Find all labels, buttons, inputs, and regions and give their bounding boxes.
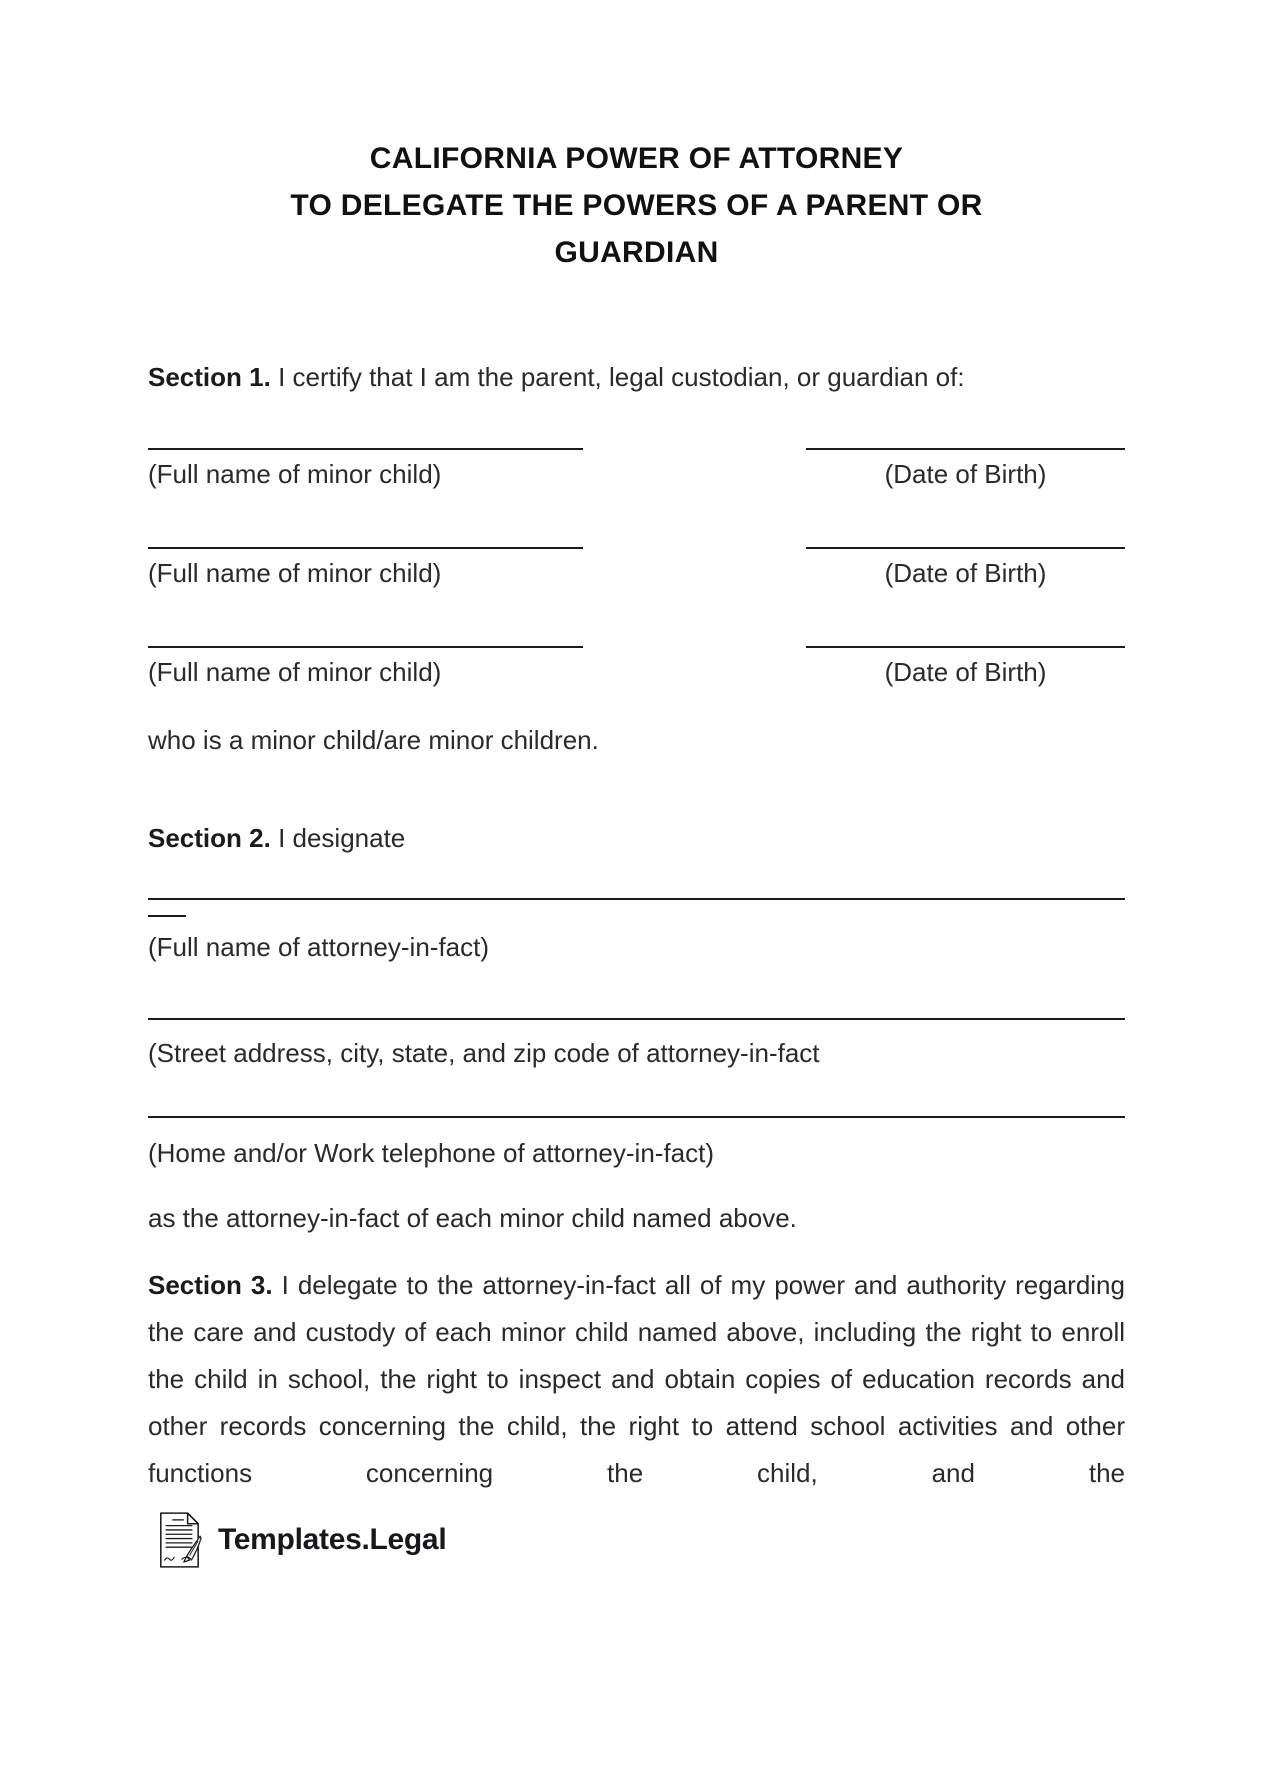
section1-intro: [148, 358, 1125, 396]
attorney-address-label: (Street address, city, state, and zip code of attorney-in-fact: [148, 1038, 820, 1068]
document-title: [148, 135, 1125, 276]
section1-intro-text: I certify that I am the parent, legal custodian, or guardian of:: [278, 362, 965, 392]
title-line-2: TO DELEGATE THE POWERS OF A PARENT OR: [290, 189, 983, 222]
child-2-name-label: (Full name of minor child): [148, 558, 442, 588]
attorney-phone-label: (Home and/or Work telephone of attorney-in-fact): [148, 1138, 715, 1168]
child-2-blank-row: [148, 547, 1125, 549]
child-1-blank-row: [148, 448, 1125, 450]
brand-name: Templates.Legal: [218, 1523, 447, 1556]
attorney-phone-blank-line: [148, 1116, 1125, 1118]
templates-legal-logo: [148, 1511, 1125, 1569]
section2-label: Section 2.: [148, 823, 271, 853]
child-2-dob-blank-line: [806, 547, 1125, 549]
section1-closing: who is a minor child/are minor children.: [148, 725, 599, 755]
child-1-name-label: (Full name of minor child): [148, 459, 442, 489]
document-pen-icon: [156, 1511, 202, 1569]
child-3-dob-blank-line: [806, 646, 1125, 648]
attorney-address-blank-line: [148, 1018, 1125, 1020]
title-line-3: GUARDIAN: [554, 236, 719, 269]
section2-closing: as the attorney-in-fact of each minor child named above.: [148, 1203, 797, 1233]
child-3-labels-row: [148, 656, 1125, 688]
child-3-blank-row: [148, 646, 1125, 648]
section2-intro: [148, 819, 1125, 857]
document-page: [0, 135, 1275, 1785]
title-line-1: CALIFORNIA POWER OF ATTORNEY: [369, 142, 904, 175]
attorney-name-blank-line-wrap: [148, 915, 186, 917]
section3-body-text: I delegate to the attorney-in-fact all of my power and authority regarding the care and custody of each minor child named above, including the right to enroll the child in school, the right to inspect and obtain copies of education records and other records concerning the child, the right to attend school activities and other functions concerning the child, and the: [148, 1270, 1125, 1488]
attorney-name-label: (Full name of attorney-in-fact): [148, 932, 490, 962]
child-3-name-blank-line: [148, 646, 583, 648]
child-1-labels-row: [148, 458, 1125, 490]
section3-paragraph: [148, 1262, 1125, 1497]
child-2-labels-row: [148, 557, 1125, 589]
child-1-name-blank-line: [148, 448, 583, 450]
child-2-dob-label: (Date of Birth): [884, 558, 1047, 588]
child-2-name-blank-line: [148, 547, 583, 549]
child-1-dob-label: (Date of Birth): [884, 459, 1047, 489]
section3-label: Section 3.: [148, 1270, 273, 1300]
section1-label: Section 1.: [148, 362, 271, 392]
attorney-name-blank-line: [148, 898, 1125, 900]
section2-intro-text: I designate: [278, 823, 406, 853]
child-1-dob-blank-line: [806, 448, 1125, 450]
child-3-dob-label: (Date of Birth): [884, 657, 1047, 687]
child-3-name-label: (Full name of minor child): [148, 657, 442, 687]
